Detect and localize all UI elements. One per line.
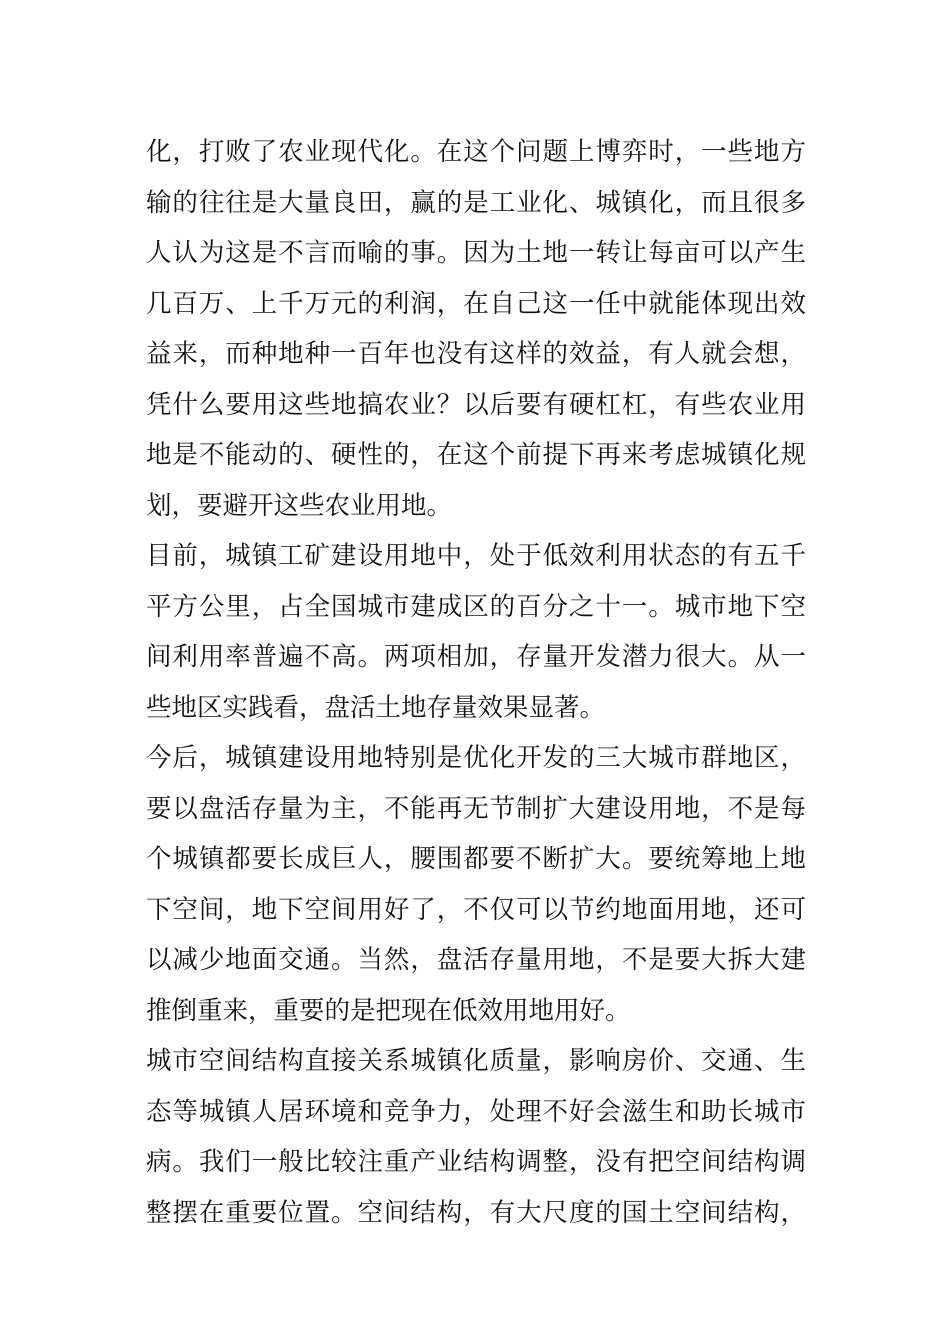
text-line: 人认为这是不言而喻的事。因为土地一转让每亩可以产生 <box>146 238 806 268</box>
text-line: 地是不能动的、硬性的，在这个前提下再来考虑城镇化规 <box>146 440 806 470</box>
text-line: 输的往往是大量良田，赢的是工业化、城镇化，而且很多 <box>146 187 806 218</box>
text-line: 以减少地面交通。当然，盘活存量用地，不是要大拆大建 <box>146 945 806 975</box>
text-line: 凭什么要用这些地搞农业？以后要有硬杠杠，有些农业用 <box>146 389 806 420</box>
paragraph-4 <box>146 1036 806 1238</box>
text-line: 要以盘活存量为主，不能再无节制扩大建设用地，不是每 <box>146 793 806 824</box>
text-line: 城市空间结构直接关系城镇化质量，影响房价、交通、生 <box>146 1046 806 1076</box>
text-line: 些地区实践看，盘活土地存量效果显著。 <box>146 692 606 723</box>
text-line: 今后，城镇建设用地特别是优化开发的三大城市群地区， <box>146 743 806 773</box>
paragraph-2 <box>146 531 806 733</box>
text-line: 整摆在重要位置。空间结构，有大尺度的国土空间结构， <box>146 1197 806 1228</box>
text-line: 个城镇都要长成巨人，腰围都要不断扩大。要统筹地上地 <box>146 844 806 874</box>
text-line: 划，要避开这些农业用地。 <box>146 490 453 521</box>
paragraph-1 <box>146 127 806 531</box>
text-line: 益来，而种地种一百年也没有这样的效益，有人就会想， <box>146 339 806 369</box>
text-line: 下空间，地下空间用好了，不仅可以节约地面用地，还可 <box>146 894 806 925</box>
text-line: 态等城镇人居环境和竞争力，处理不好会滋生和助长城市 <box>146 1096 806 1127</box>
text-line: 化，打败了农业现代化。在这个问题上博弈时，一些地方 <box>146 137 806 167</box>
text-line: 推倒重来，重要的是把现在低效用地用好。 <box>146 995 631 1026</box>
text-line: 间利用率普遍不高。两项相加，存量开发潜力很大。从一 <box>146 642 806 672</box>
document-body <box>146 127 806 1238</box>
text-line: 病。我们一般比较注重产业结构调整，没有把空间结构调 <box>146 1147 806 1177</box>
text-line: 几百万、上千万元的利润，在自己这一任中就能体现出效 <box>146 288 806 319</box>
text-line: 平方公里，占全国城市建成区的百分之十一。城市地下空 <box>146 591 806 622</box>
text-line: 目前，城镇工矿建设用地中，处于低效利用状态的有五千 <box>146 541 806 571</box>
paragraph-3 <box>146 733 806 1036</box>
